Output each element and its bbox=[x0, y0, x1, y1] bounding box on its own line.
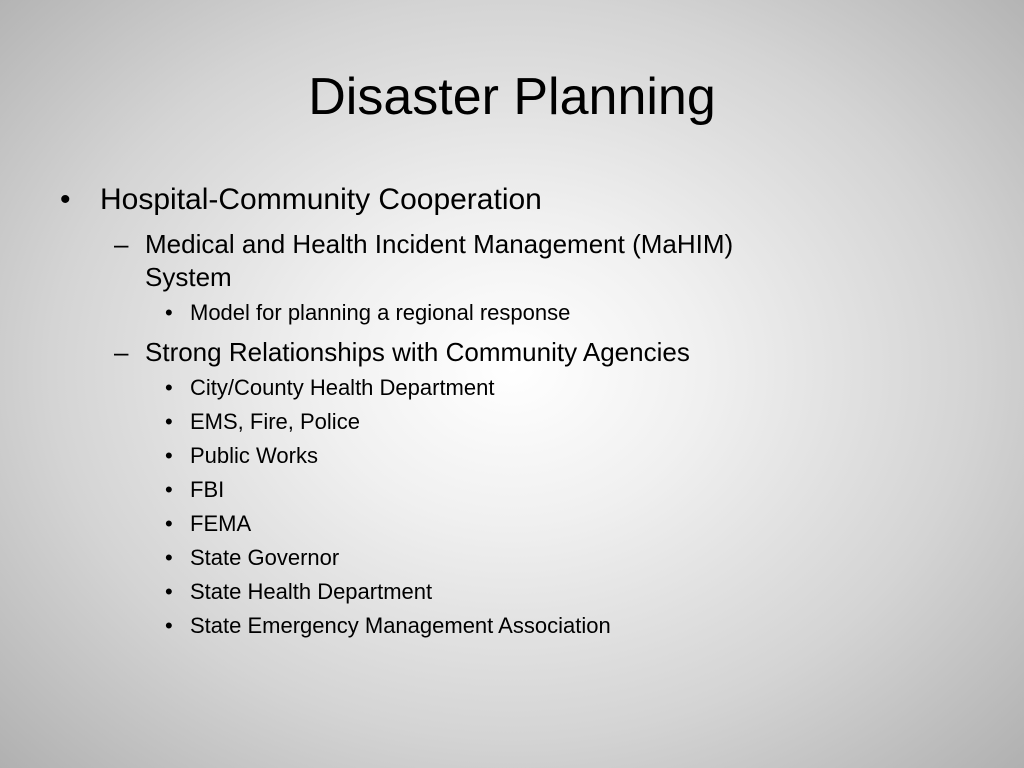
bullet-text: Public Works bbox=[190, 443, 318, 468]
bullet-marker: • bbox=[165, 477, 173, 502]
bullet-text: Model for planning a regional response bbox=[190, 300, 571, 325]
dash-marker: – bbox=[114, 229, 129, 259]
bullet-text: State Emergency Management Association bbox=[190, 613, 611, 638]
bullet-marker: • bbox=[165, 579, 173, 604]
bullet-level3 bbox=[0, 612, 1024, 640]
bullet-marker: • bbox=[165, 613, 173, 638]
bullet-marker: • bbox=[60, 183, 71, 216]
bullet-marker: • bbox=[165, 511, 173, 536]
slide-title: Disaster Planning bbox=[308, 68, 716, 126]
bullet-text: FBI bbox=[190, 477, 225, 502]
bullet-text: FEMA bbox=[190, 511, 252, 536]
bullet-marker: • bbox=[165, 443, 173, 468]
bullet-level3 bbox=[0, 408, 1024, 436]
bullet-level1 bbox=[0, 182, 1024, 218]
bullet-level3 bbox=[0, 510, 1024, 538]
bullet-text: State Governor bbox=[190, 545, 340, 570]
bullet-text: City/County Health Department bbox=[190, 375, 495, 400]
bullet-text-line2: System bbox=[145, 262, 232, 292]
bullet-level2-relationships bbox=[0, 336, 1024, 369]
bullet-level3 bbox=[0, 299, 1024, 327]
bullet-marker: • bbox=[165, 409, 173, 434]
dash-marker: – bbox=[114, 337, 129, 367]
bullet-text: State Health Department bbox=[190, 579, 433, 604]
bullet-marker: • bbox=[165, 375, 173, 400]
bullet-level2-mahim bbox=[0, 228, 1024, 294]
bullet-marker: • bbox=[165, 545, 173, 570]
bullet-level3 bbox=[0, 374, 1024, 402]
bullet-marker: • bbox=[165, 300, 173, 325]
bullet-level3 bbox=[0, 578, 1024, 606]
bullet-text: Hospital-Community Cooperation bbox=[100, 183, 542, 216]
bullet-text-line1: Medical and Health Incident Management (MaHIM) bbox=[145, 229, 734, 259]
bullet-text: Strong Relationships with Community Agencies bbox=[145, 337, 690, 367]
bullet-level3 bbox=[0, 544, 1024, 572]
bullet-level3 bbox=[0, 442, 1024, 470]
bullet-text: EMS, Fire, Police bbox=[190, 409, 360, 434]
bullet-level3 bbox=[0, 476, 1024, 504]
